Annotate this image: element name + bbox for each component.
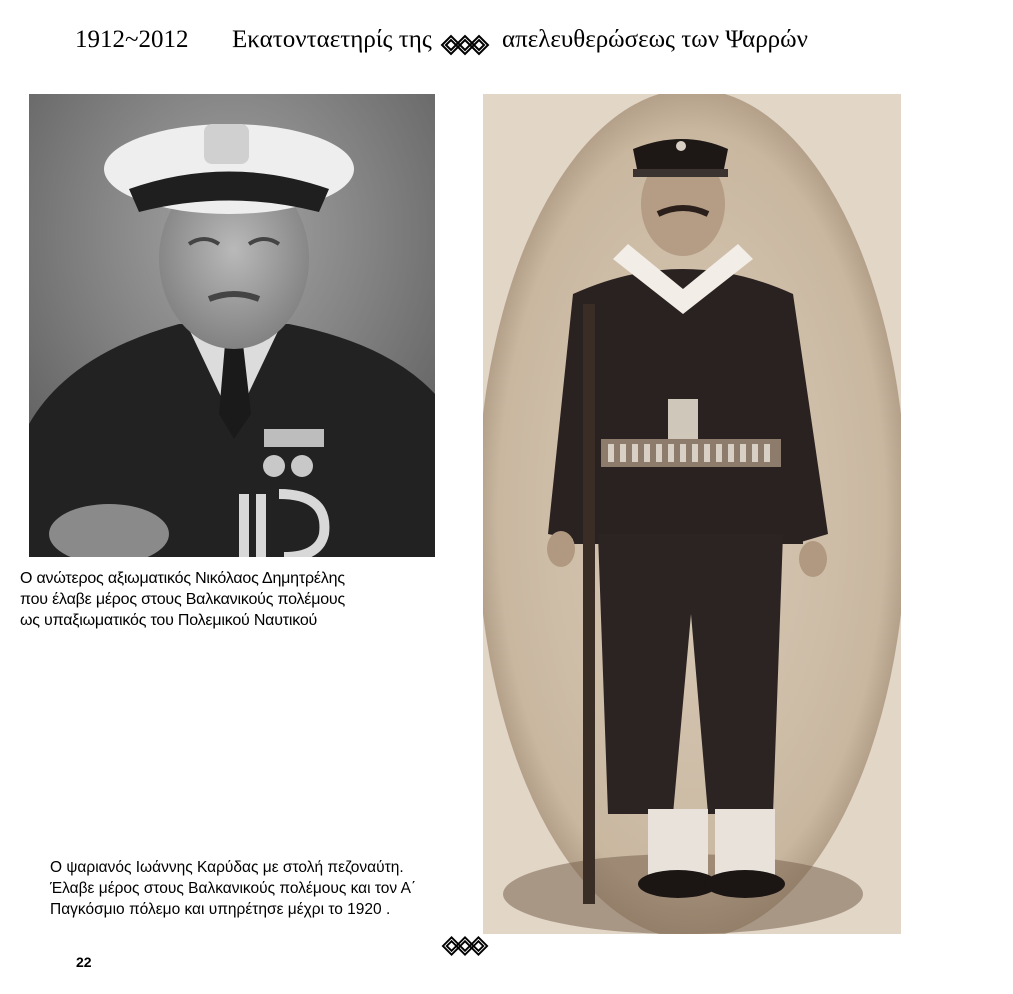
naval-officer-photo	[29, 94, 435, 557]
naval-officer-illustration	[29, 94, 435, 557]
right-photo-caption	[50, 857, 416, 920]
header-title-left: Εκατονταετηρίς της	[232, 26, 432, 53]
page-number: 22	[76, 954, 92, 970]
caption-line: που έλαβε μέρος στους Βαλκανικούς πολέμους	[20, 591, 345, 608]
triple-diamond-ornament-icon	[440, 31, 490, 59]
header-year-range: 1912~2012	[75, 26, 189, 53]
left-photo-caption	[20, 568, 345, 631]
triple-diamond-ornament-icon	[441, 932, 489, 960]
infantryman-illustration	[483, 94, 901, 934]
caption-line: Παγκόσμιο πόλεμο και υπηρέτησε μέχρι το 1920 .	[50, 901, 391, 918]
infantryman-photo	[483, 94, 901, 934]
caption-line: Έλαβε μέρος στους Βαλκανικούς πολέμους και τον Α΄	[50, 880, 417, 897]
caption-line: ως υπαξιωματικός του Πολεμικού Ναυτικού	[20, 612, 318, 629]
caption-line: Ο ανώτερος αξιωματικός Νικόλαος Δημητρέλης	[20, 570, 345, 587]
caption-line: Ο ψαριανός Ιωάννης Καρύδας με στολή πεζοναύτη.	[50, 859, 404, 876]
header-title-right: απελευθερώσεως των Ψαρρών	[502, 26, 808, 53]
